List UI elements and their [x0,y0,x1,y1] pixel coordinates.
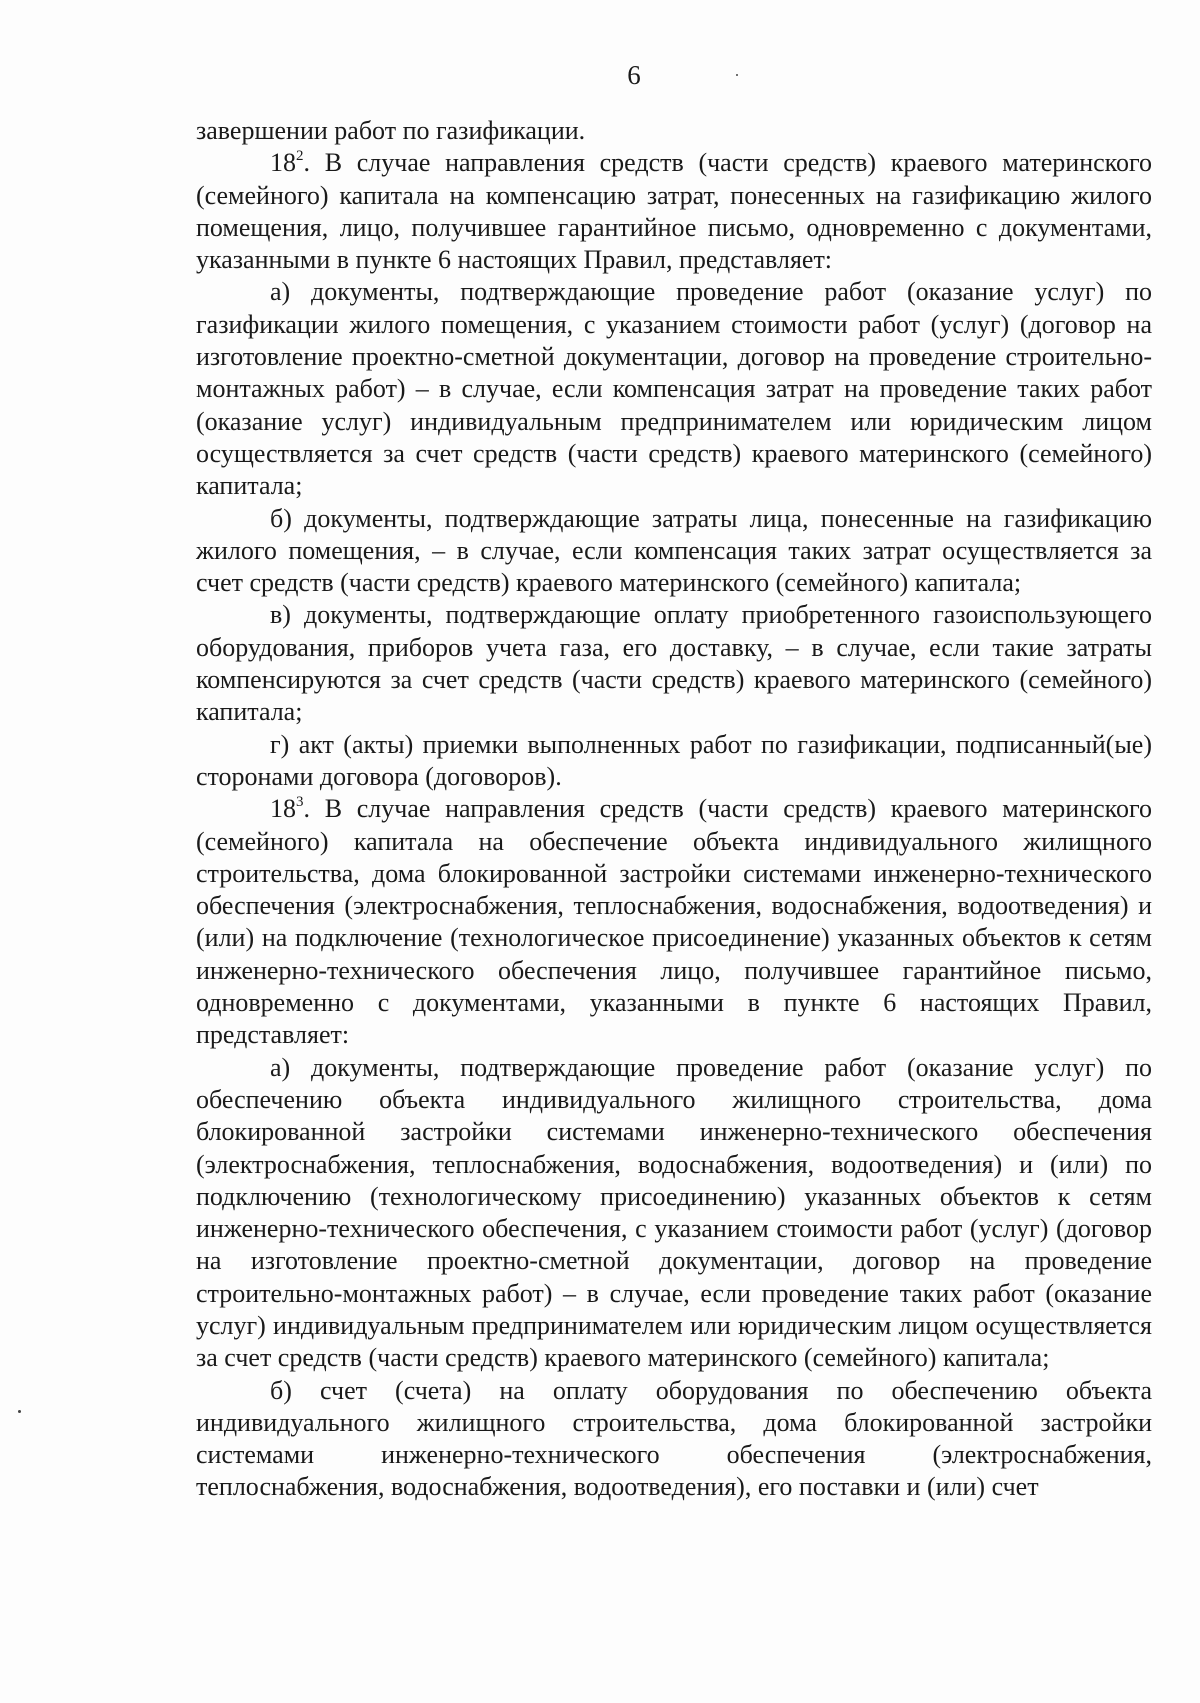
page-number: 6 [627,60,641,90]
scan-speck [18,1410,21,1413]
clause-number: 18 [270,794,296,824]
paragraph [196,599,1152,728]
paragraph [196,503,1152,600]
paragraph-text: а) документы, подтверждающие проведение работ (оказание услуг) по газификации жилого помещения, с указанием стоимости работ (услуг) (договор на изготовление проектно-сметной документации, договор на проведение строительно-монтажных работ) – в случае, если компенсация затрат на проведение таких работ (оказание услуг) индивидуальным предпринимателем или юридическим лицом осуществляется за счет средств (части средств) краевого материнского (семейного) капитала; [196,277,1152,501]
scan-speck [736,74,738,76]
paragraph [196,729,1152,794]
paragraph-text: а) документы, подтверждающие проведение работ (оказание услуг) по обеспечению объекта индивидуального жилищного строительства, дома блокированной застройки системами инженерно-технического обеспечения (электроснабжения, теплоснабжения, водоснабжения, водоотведения) и (или) по подключению (технологическому присоединению) указанных объектов к сетям инженерно-технического обеспечения, с указанием стоимости работ (услуг) (договор на изготовление проектно-сметной документации, договор на проведение строительно-монтажных работ) – в случае, если проведение таких работ (оказание услуг) индивидуальным предпринимателем или юридическим лицом осуществляется за счет средств (части средств) краевого материнского (семейного) капитала; [196,1052,1152,1373]
paragraph [196,115,1152,147]
paragraph-text: . В случае направления средств (части средств) краевого материнского (семейного) капитала на компенсацию затрат, понесенных на газификацию жилого помещения, лицо, получившее гарантийное письмо, одновременно с документами, указанными в пункте 6 настоящих Правил, представляет: [196,148,1152,275]
clause-number: 18 [270,148,296,178]
paragraph-text: б) документы, подтверждающие затраты лица, понесенные на газификацию жилого помещения, – в случае, если компенсация таких затрат осуществляется за счет средств (части средств) краевого материнского (семейного) капитала; [196,503,1152,598]
paragraph-text: б) счет (счета) на оплату оборудования по обеспечению объекта индивидуального жилищного строительства, дома блокированной застройки системами инженерно-технического обеспечения (электроснабжения, теплоснабжения, водоснабжения, водоотведения), его поставки и (или) счет [196,1375,1152,1502]
paragraph [196,147,1152,276]
clause-superscript: 3 [296,794,304,811]
paragraph [196,276,1152,502]
clause-superscript: 2 [296,148,304,165]
paragraph-text: г) акт (акты) приемки выполненных работ по газификации, подписанный(ые) сторонами договора (договоров). [196,729,1152,791]
paragraph [196,1375,1152,1504]
paragraph-text: . В случае направления средств (части средств) краевого материнского (семейного) капитала на обеспечение объекта индивидуального жилищного строительства, дома блокированной застройки системами инженерно-технического обеспечения (электроснабжения, теплоснабжения, водоснабжения, водоотведения) и (или) на подключение (технологическое присоединение) указанных объектов к сетям инженерно-технического обеспечения лицо, получившее гарантийное письмо, одновременно с документами, указанными в пункте 6 настоящих Правил, представляет: [196,794,1152,1050]
paragraph-text: в) документы, подтверждающие оплату приобретенного газоиспользующего оборудования, приборов учета газа, его доставку, – в случае, если такие затраты компенсируются за счет средств (части средств) краевого материнского (семейного) капитала; [196,600,1152,727]
paragraph-text: завершении работ по газификации. [196,116,586,145]
paragraph [196,1052,1152,1375]
document-body [196,115,1152,1504]
paragraph [196,793,1152,1051]
